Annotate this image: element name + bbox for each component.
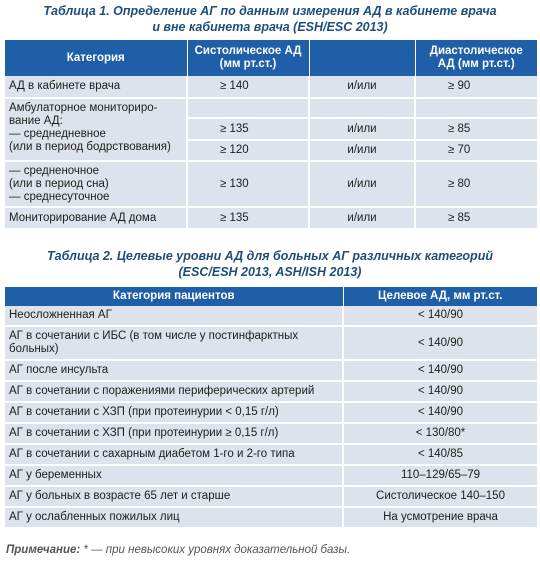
label-line: вание АД:	[9, 115, 63, 127]
table-row	[5, 207, 537, 229]
patient-category-cell: АГ в сочетании с ХЗП (при протеинурии ≥ 0,15 г/л)	[5, 423, 343, 444]
footnote	[6, 544, 350, 556]
conjunction-cell: и/или	[309, 118, 415, 140]
diastolic-cell: ≥ 90	[415, 76, 537, 98]
systolic-cell: ≥ 140	[187, 76, 309, 98]
table-row	[5, 161, 537, 207]
target-bp-cell: < 130/80*	[343, 423, 537, 444]
table-row	[5, 507, 537, 528]
label-line: (или в период сна)	[9, 177, 109, 190]
patient-category-cell: АГ у ослабленных пожилых лиц	[5, 507, 343, 528]
conjunction-cell: и/или	[309, 207, 415, 229]
header-diastolic	[415, 40, 537, 76]
target-bp-cell: На усмотрение врача	[343, 507, 537, 528]
patient-category-cell: АГ в сочетании с ИБС (в том числе у постинфарктных больных)	[5, 326, 343, 360]
header-systolic	[187, 40, 309, 76]
header-category: Категория	[5, 40, 187, 76]
patient-category-cell: АГ после инсульта	[5, 360, 343, 381]
target-bp-cell: < 140/90	[343, 402, 537, 423]
table2-caption	[0, 248, 540, 280]
patient-category-cell: АГ в сочетании с поражениями периферических артерий	[5, 381, 343, 402]
table-row	[5, 423, 537, 444]
header-diastolic-line2: АД (мм рт.ст.)	[437, 58, 515, 70]
table-row	[5, 306, 537, 326]
target-bp-cell: < 140/85	[343, 444, 537, 465]
table2-header-row	[5, 287, 537, 306]
systolic-cell: ≥ 120	[187, 140, 309, 161]
diastolic-cell: ≥ 85	[415, 118, 537, 140]
header-target-bp: Целевое АД, мм рт.ст.	[343, 287, 537, 306]
header-patient-category: Категория пациентов	[5, 287, 343, 306]
label-line: — среднедневное	[9, 128, 106, 140]
systolic-cell	[187, 98, 309, 118]
target-bp-cell: < 140/90	[343, 360, 537, 381]
conjunction-cell: и/или	[309, 161, 415, 207]
conjunction-cell: и/или	[309, 140, 415, 161]
header-systolic-line1: Систолическое АД	[194, 45, 302, 57]
header-systolic-line2: (мм рт.ст.)	[219, 58, 277, 70]
table2-caption-line1: Таблица 2. Целевые уровни АД для больных АГ различных категорий	[47, 249, 493, 263]
diastolic-cell: ≥ 80	[415, 161, 537, 207]
conjunction-cell	[309, 98, 415, 118]
header-diastolic-line1: Диастолическое	[429, 45, 523, 57]
footnote-label: Примечание:	[6, 544, 81, 556]
table1-caption	[0, 3, 540, 35]
table1-header-row	[5, 40, 537, 76]
patient-category-cell: АГ у больных в возрасте 65 лет и старше	[5, 486, 343, 507]
table-row	[5, 444, 537, 465]
target-bp-cell: 110–129/65–79	[343, 465, 537, 486]
table2-body	[5, 306, 537, 528]
label-line: (или в период бодрствования)	[9, 141, 171, 153]
systolic-cell: ≥ 135	[187, 207, 309, 229]
label-line: — среднесуточное	[9, 190, 110, 203]
diastolic-cell: ≥ 70	[415, 140, 537, 161]
diastolic-cell	[415, 98, 537, 118]
patient-category-cell: Неосложненная АГ	[5, 306, 343, 326]
target-bp-cell: Систолическое 140–150	[343, 486, 537, 507]
table-row	[5, 381, 537, 402]
table-row	[5, 465, 537, 486]
table1-caption-line2: и вне кабинета врача (ESH/ESC 2013)	[152, 20, 388, 34]
table-row	[5, 326, 537, 360]
table1	[5, 40, 537, 230]
patient-category-cell: АГ в сочетании с ХЗП (при протеинурии < 0,15 г/л)	[5, 402, 343, 423]
table-row	[5, 360, 537, 381]
target-bp-cell: < 140/90	[343, 326, 537, 360]
table-row	[5, 76, 537, 98]
diastolic-cell: ≥ 85	[415, 207, 537, 229]
category-cell	[5, 161, 187, 207]
category-cell: АД в кабинете врача	[5, 76, 187, 98]
table1-caption-line1: Таблица 1. Определение АГ по данным измерения АД в кабинете врача	[43, 4, 497, 18]
patient-category-cell: АГ в сочетании с сахарным диабетом 1-го и 2-го типа	[5, 444, 343, 465]
systolic-cell: ≥ 130	[187, 161, 309, 207]
category-cell: Мониторирование АД дома	[5, 207, 187, 229]
footnote-text: * — при невысоких уровнях доказательной базы.	[80, 544, 351, 556]
label-line: Амбулаторное мониториро-	[9, 102, 158, 114]
label-line: — средненочное	[9, 164, 100, 177]
patient-category-cell: АГ у беременных	[5, 465, 343, 486]
category-cell	[5, 98, 187, 161]
conjunction-cell: и/или	[309, 76, 415, 98]
table2	[5, 287, 537, 529]
systolic-cell: ≥ 135	[187, 118, 309, 140]
target-bp-cell: < 140/90	[343, 381, 537, 402]
table-row	[5, 486, 537, 507]
target-bp-cell: < 140/90	[343, 306, 537, 326]
header-empty	[309, 40, 415, 76]
table-row	[5, 402, 537, 423]
table2-caption-line2: (ESC/ESH 2013, ASH/ISH 2013)	[178, 265, 362, 279]
table-row	[5, 98, 537, 118]
